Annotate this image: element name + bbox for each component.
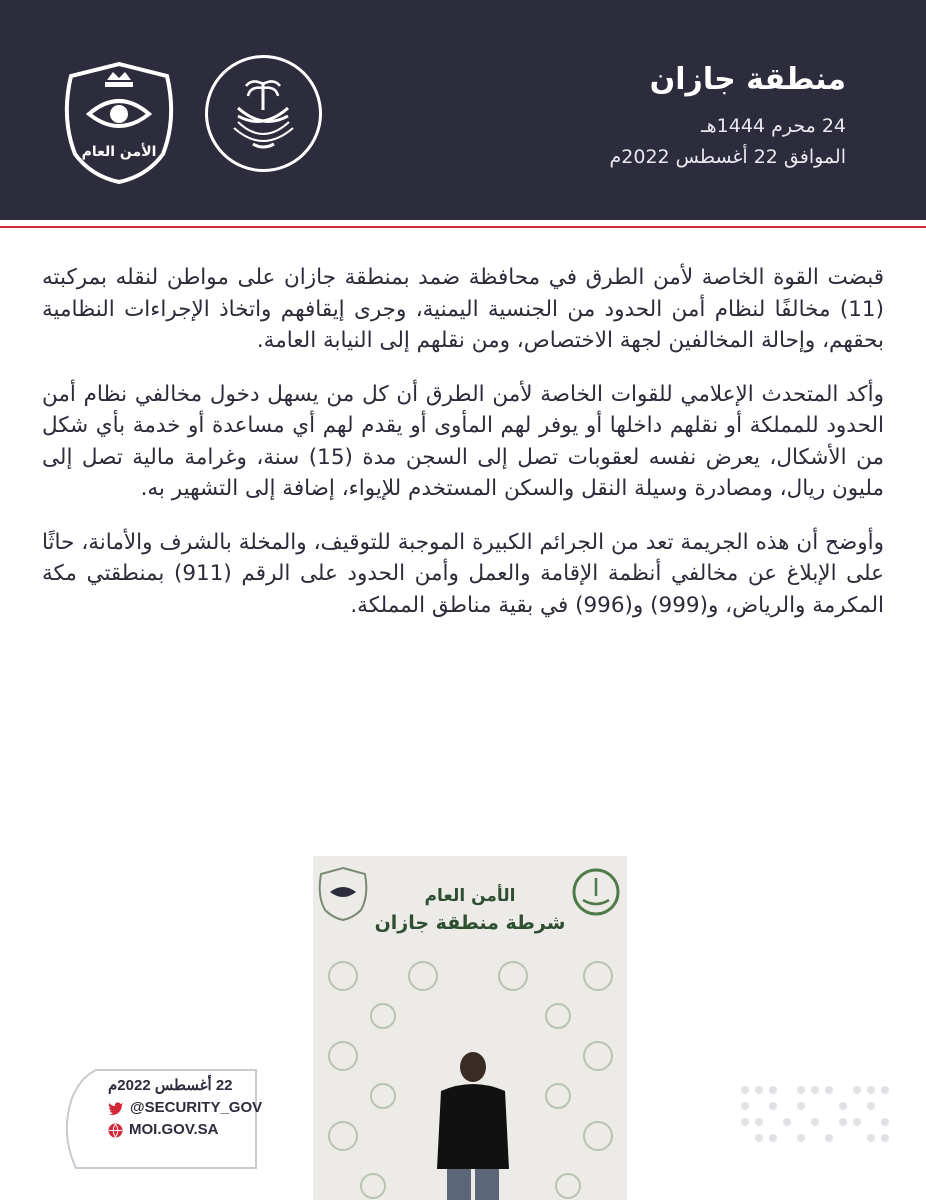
paragraph: قبضت القوة الخاصة لأمن الطرق في محافظة ضمد بمنطقة جازان على مواطن لنقله بمركبته (11) مخالفًا لنظام أمن الحدود من الجنسية اليمنية، وجرى إيقافهم واتخاذ الإجراءات النظامية بحقهم، وإحالة المخالفين لجهة الاختصاص، ومن نقلهم إلى النيابة العامة.	[42, 265, 884, 353]
article-body	[42, 262, 884, 643]
website-link[interactable]	[108, 1119, 262, 1141]
globe-icon	[108, 1123, 123, 1138]
hijri-date: 24 محرم 1444هـ	[701, 115, 846, 137]
banner-line-1: الأمن العام	[424, 886, 516, 906]
decorative-dots	[735, 1080, 895, 1150]
ministry-emblem	[205, 55, 322, 172]
footer-date: 22 أغسطس 2022م	[108, 1077, 233, 1094]
banner-line-2: شرطة منطقة جازان	[374, 912, 566, 934]
paragraph: وأكد المتحدث الإعلامي للقوات الخاصة لأمن الطرق أن كل من يسهل دخول مخالفي نظام أمن الحدود للمملكة أو نقلهم داخلها أو يوفر لهم المأوى أو يقدم لهم أي مساعدة أو خدمة بأي شكل من الأشكال، يعرض نفسه لعقوبات تصل إلى السجن مدة (15) سنة، وغرامة مالية تصل إلى مليون ريال، ومصادرة وسيلة النقل والسكن المستخدم للإيواء، إضافة إلى التشهير به.	[42, 381, 884, 501]
footer-info	[108, 1075, 262, 1141]
gregorian-date: الموافق 22 أغسطس 2022م	[609, 146, 846, 168]
twitter-link[interactable]	[108, 1097, 262, 1119]
news-photo	[313, 856, 627, 1200]
header-info	[610, 62, 847, 173]
twitter-handle: @SECURITY_GOV	[130, 1099, 263, 1116]
header-bar	[0, 0, 926, 220]
public-security-logo-icon	[55, 58, 183, 186]
header-divider	[0, 226, 926, 228]
twitter-icon	[108, 1101, 124, 1115]
detained-person-figure	[423, 1051, 523, 1200]
paragraph: وأوضح أن هذه الجريمة تعد من الجرائم الكبيرة الموجبة للتوقيف، والمخلة بالشرف والأمانة، حاثًا على الإبلاغ عن مخالفي أنظمة الإقامة والعمل وأمن الحدود على الرقم (911) بمنطقتي مكة المكرمة والرياض، و(999) و(996) في بقية مناطق المملكة.	[42, 529, 885, 618]
palm-swords-icon	[208, 58, 319, 169]
logo-text: الأمن العام	[81, 144, 157, 160]
region-title: منطقة جازان	[649, 62, 846, 97]
website-url: MOI.GOV.SA	[129, 1121, 219, 1138]
